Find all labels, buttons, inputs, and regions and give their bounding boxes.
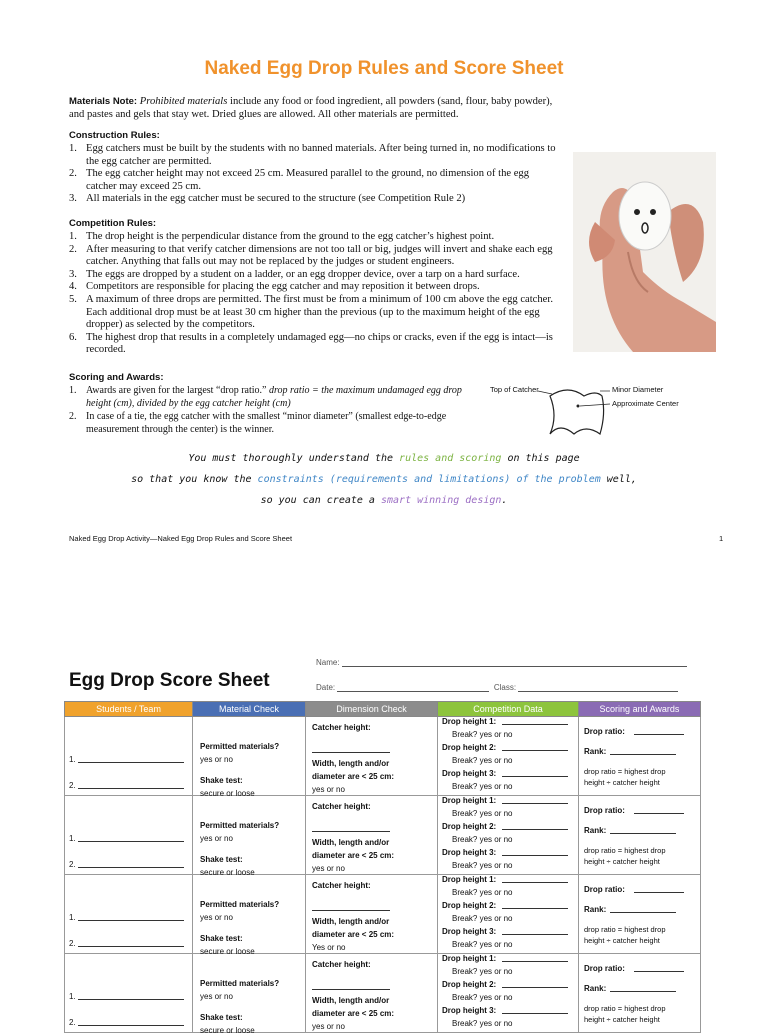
footer-title: Naked Egg Drop Activity—Naked Egg Drop Rules and Score Sheet xyxy=(69,534,293,543)
scoring-cell: Drop ratio: Rank: drop ratio = highest drop height ÷ catcher height xyxy=(579,875,701,954)
dimension-cell: Catcher height: Width, length and/or diameter are < 25 cm: yes or no xyxy=(306,954,438,1033)
break-1[interactable]: Break? yes or no xyxy=(452,967,513,976)
competition-list xyxy=(69,231,567,357)
list-item: 4. Competitors are responsible for placing the egg catcher and may reposition it between drops. xyxy=(69,281,480,293)
header-students: Students / Team xyxy=(65,702,193,717)
break-3[interactable]: Break? yes or no xyxy=(452,940,513,949)
name-field: Name: xyxy=(316,658,687,667)
catcher-height-input[interactable] xyxy=(312,982,390,990)
dimension-yes-no[interactable]: yes or no xyxy=(312,1022,345,1031)
competition-cell: Drop height 1: Break? yes or no Drop height 2: Break? yes or no Drop height 3: Break? yes or no xyxy=(438,875,579,954)
student-1-input[interactable] xyxy=(78,913,184,921)
materials-note: Materials Note: Prohibited materials include any food or food ingredient, all powders (sand, flour, baby powder), and pastes and gels that stay wet. Dried glues are allowed. All other materials are permitted. xyxy=(69,96,553,120)
break-1[interactable]: Break? yes or no xyxy=(452,730,513,739)
label-minor-diameter: Minor Diameter xyxy=(612,385,664,394)
competition-heading: Competition Rules: xyxy=(69,218,157,229)
student-2-input[interactable] xyxy=(78,781,184,789)
handwritten-line-1: You must thoroughly understand the rules and scoring on this page xyxy=(188,453,580,464)
break-1[interactable]: Break? yes or no xyxy=(452,888,513,897)
list-item: 2. After measuring to that verify catcher dimensions are not too tall or big, judges will invert and shake each egg catcher. Anything that falls out may not be replaced by the judges or student engineers. xyxy=(69,243,553,268)
permitted-yes-no[interactable]: yes or no xyxy=(200,755,233,764)
break-2[interactable]: Break? yes or no xyxy=(452,914,513,923)
competition-cell: Drop height 1: Break? yes or no Drop height 2: Break? yes or no Drop height 3: Break? yes or no xyxy=(438,717,579,796)
permitted-yes-no[interactable]: yes or no xyxy=(200,834,233,843)
list-item: 5. A maximum of three drops are permitted. The first must be from a minimum of 100 cm above the egg catcher. Each additional drop must be at least 30 cm higher than the previous (up to the maximum height of the egg dropper) as selected by the competitors. xyxy=(69,293,553,331)
break-3[interactable]: Break? yes or no xyxy=(452,1019,513,1028)
header-dimension: Dimension Check xyxy=(306,702,438,717)
label-approximate-center: Approximate Center xyxy=(612,399,679,408)
student-1-input[interactable] xyxy=(78,834,184,842)
dimension-yes-no[interactable]: yes or no xyxy=(312,864,345,873)
name-input[interactable] xyxy=(342,658,687,667)
student-2-input[interactable] xyxy=(78,939,184,947)
page-number: 1 xyxy=(719,534,724,543)
drop-height-3-input[interactable] xyxy=(502,848,568,856)
date-input[interactable] xyxy=(337,683,489,692)
list-item: 2. The egg catcher height may not exceed 25 cm. Measured parallel to the ground, no dimension of the egg catcher may exceed 25 cm. xyxy=(69,168,530,192)
students-cell: 1. 2. xyxy=(65,717,193,796)
table-row xyxy=(65,954,701,1033)
drop-ratio-input[interactable] xyxy=(634,727,684,735)
table-row xyxy=(65,875,701,954)
break-1[interactable]: Break? yes or no xyxy=(452,809,513,818)
student-1-input[interactable] xyxy=(78,992,184,1000)
drop-height-2-input[interactable] xyxy=(502,901,568,909)
drop-ratio-input[interactable] xyxy=(634,885,684,893)
break-2[interactable]: Break? yes or no xyxy=(452,835,513,844)
material-cell: Permitted materials? yes or no Shake test: secure or loose xyxy=(193,796,306,875)
list-item: 3. The eggs are dropped by a student on a ladder, or an egg dropper device, over a tarp on a hard surface. xyxy=(69,268,520,280)
rank-input[interactable] xyxy=(610,747,676,755)
drop-height-1-input[interactable] xyxy=(502,954,568,962)
students-cell: 1. 2. xyxy=(65,954,193,1033)
egg-photo xyxy=(573,152,716,352)
break-3[interactable]: Break? yes or no xyxy=(452,782,513,791)
list-item: 1. Egg catchers must be built by the students with no banned materials. After being turned in, no modifications to the egg catcher are permitted. xyxy=(69,143,556,167)
shake-secure-loose[interactable]: secure or loose xyxy=(200,947,255,956)
dimension-cell: Catcher height: Width, length and/or diameter are < 25 cm: Yes or no xyxy=(306,875,438,954)
material-cell: Permitted materials? yes or no Shake test: secure or loose xyxy=(193,875,306,954)
permitted-yes-no[interactable]: yes or no xyxy=(200,992,233,1001)
rank-input[interactable] xyxy=(610,984,676,992)
drop-height-3-input[interactable] xyxy=(502,769,568,777)
students-cell: 1. 2. xyxy=(65,796,193,875)
table-header-row xyxy=(65,702,701,717)
date-class-field: Date: Class: xyxy=(316,683,678,692)
class-input[interactable] xyxy=(518,683,678,692)
construction-list xyxy=(69,143,559,206)
shake-secure-loose[interactable]: secure or loose xyxy=(200,1026,255,1035)
student-1-input[interactable] xyxy=(78,755,184,763)
table-row xyxy=(65,796,701,875)
hand-holding-egg-icon xyxy=(573,152,716,352)
list-item: 6. The highest drop that results in a completely undamaged egg—no chips or cracks, even if the egg is intact—is recorded. xyxy=(69,331,553,356)
drop-height-1-input[interactable] xyxy=(502,796,568,804)
score-table xyxy=(64,701,701,1033)
table-row xyxy=(65,717,701,796)
break-2[interactable]: Break? yes or no xyxy=(452,756,513,765)
scoring-cell: Drop ratio: Rank: drop ratio = highest drop height ÷ catcher height xyxy=(579,717,701,796)
handwritten-line-3: so you can create a smart winning design. xyxy=(260,495,508,506)
dimension-yes-no[interactable]: Yes or no xyxy=(312,943,346,952)
shake-secure-loose[interactable]: secure or loose xyxy=(200,868,255,877)
catcher-height-input[interactable] xyxy=(312,824,390,832)
drop-height-1-input[interactable] xyxy=(502,717,568,725)
list-item: 3. All materials in the egg catcher must be secured to the structure (see Competition Rule 2) xyxy=(69,193,466,205)
header-scoring: Scoring and Awards xyxy=(579,702,701,717)
header-material: Material Check xyxy=(193,702,306,717)
list-item: 1. Awards are given for the largest “drop ratio.” drop ratio = the maximum undamaged egg drop height (cm), divided by the egg catcher height (cm) xyxy=(69,385,462,409)
dimension-cell: Catcher height: Width, length and/or diameter are < 25 cm: yes or no xyxy=(306,717,438,796)
drop-ratio-input[interactable] xyxy=(634,806,684,814)
dimension-cell: Catcher height: Width, length and/or diameter are < 25 cm: yes or no xyxy=(306,796,438,875)
material-cell: Permitted materials? yes or no Shake test: secure or loose xyxy=(193,717,306,796)
catcher-diagram xyxy=(488,382,708,442)
material-cell: Permitted materials? yes or no Shake test: secure or loose xyxy=(193,954,306,1033)
rank-input[interactable] xyxy=(610,826,676,834)
header-competition: Competition Data xyxy=(438,702,579,717)
shake-secure-loose[interactable]: secure or loose xyxy=(200,789,255,798)
handwritten-line-2: so that you know the constraints (requirements and limitations) of the problem well, xyxy=(131,474,637,485)
drop-height-2-input[interactable] xyxy=(502,822,568,830)
label-top-of-catcher: Top of Catcher xyxy=(490,385,539,394)
competition-cell: Drop height 1: Break? yes or no Drop height 2: Break? yes or no Drop height 3: Break? yes or no xyxy=(438,796,579,875)
list-item: 1. The drop height is the perpendicular distance from the ground to the egg catcher’s highest point. xyxy=(69,231,495,242)
drop-height-1-input[interactable] xyxy=(502,875,568,883)
construction-heading: Construction Rules: xyxy=(69,130,160,141)
score-sheet-title: Egg Drop Score Sheet xyxy=(69,670,270,691)
catcher-height-input[interactable] xyxy=(312,745,390,753)
scoring-cell: Drop ratio: Rank: drop ratio = highest drop height ÷ catcher height xyxy=(579,954,701,1033)
student-2-input[interactable] xyxy=(78,1018,184,1026)
drop-height-2-input[interactable] xyxy=(502,743,568,751)
students-cell: 1. 2. xyxy=(65,875,193,954)
scoring-cell: Drop ratio: Rank: drop ratio = highest drop height ÷ catcher height xyxy=(579,796,701,875)
student-2-input[interactable] xyxy=(78,860,184,868)
competition-cell: Drop height 1: Break? yes or no Drop height 2: Break? yes or no Drop height 3: Break? yes or no xyxy=(438,954,579,1033)
scoring-list xyxy=(69,385,489,436)
page-title: Naked Egg Drop Rules and Score Sheet xyxy=(204,58,564,79)
break-2[interactable]: Break? yes or no xyxy=(452,993,513,1002)
permitted-yes-no[interactable]: yes or no xyxy=(200,913,233,922)
list-item: 2. In case of a tie, the egg catcher with the smallest “minor diameter” (smallest edge-to-edge measurement through the center) is the winner. xyxy=(69,411,447,435)
rank-input[interactable] xyxy=(610,905,676,913)
break-3[interactable]: Break? yes or no xyxy=(452,861,513,870)
drop-height-2-input[interactable] xyxy=(502,980,568,988)
dimension-yes-no[interactable]: yes or no xyxy=(312,785,345,794)
catcher-height-input[interactable] xyxy=(312,903,390,911)
drop-ratio-input[interactable] xyxy=(634,964,684,972)
drop-height-3-input[interactable] xyxy=(502,1006,568,1014)
scoring-heading: Scoring and Awards: xyxy=(69,372,164,383)
drop-height-3-input[interactable] xyxy=(502,927,568,935)
